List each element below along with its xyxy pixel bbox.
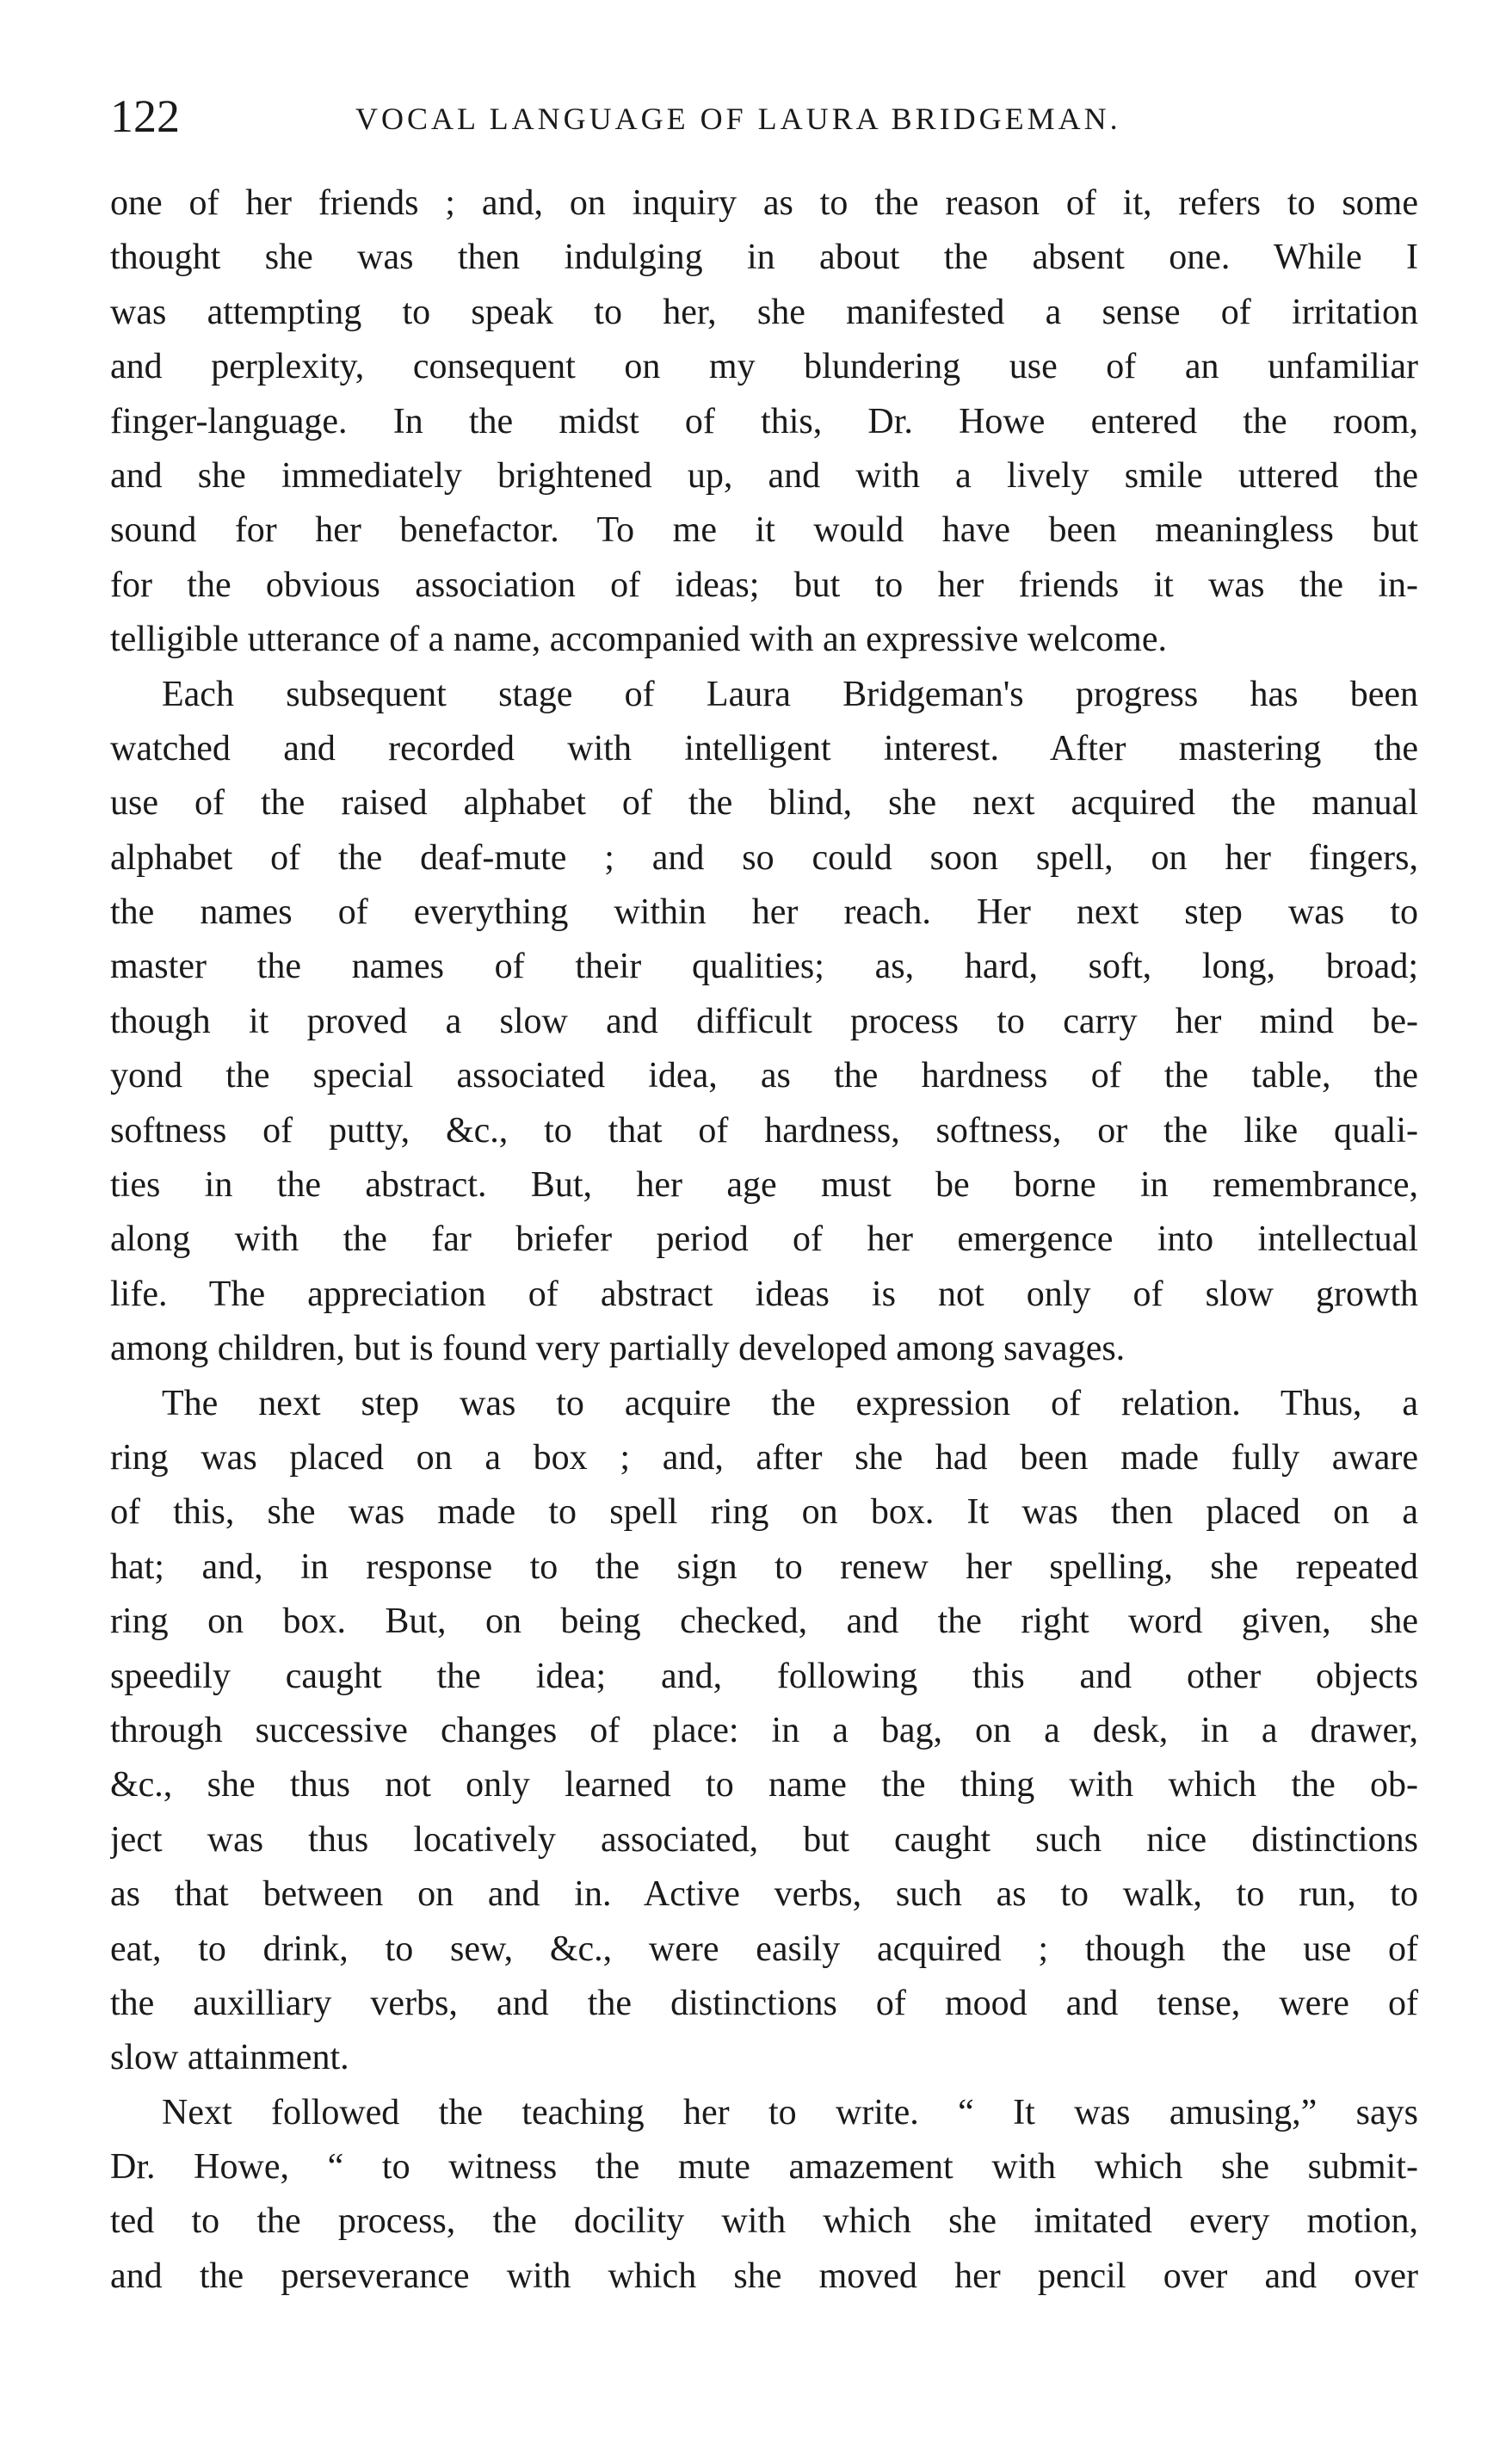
text-line: The next step was to acquire the expression of relation. Thus, a — [162, 1383, 1418, 1423]
text-line: ject was thus locatively associated, but caught such nice distinctions — [110, 1819, 1418, 1860]
text-line: speedily caught the idea; and, following this and other objects — [110, 1656, 1418, 1696]
body-text — [110, 176, 1418, 2304]
text-line: and she immediately brightened up, and with a lively smile uttered the — [110, 455, 1418, 496]
text-line: &c., she thus not only learned to name the thing with which the ob- — [110, 1765, 1418, 1805]
text-line: telligible utterance of a name, accompanied with an expressive welcome. — [110, 620, 1167, 660]
text-line: among children, but is found very partially developed among savages. — [110, 1329, 1126, 1369]
paragraph — [110, 176, 1418, 668]
text-line: the auxilliary verbs, and the distinctions of mood and tense, were of — [110, 1983, 1418, 2023]
paragraph — [110, 1377, 1418, 2086]
text-line: of this, she was made to spell ring on box. It was then placed on a — [110, 1492, 1418, 1533]
text-line: ted to the process, the docility with which she imitated every motion, — [110, 2201, 1418, 2242]
text-line: hat; and, in response to the sign to renew her spelling, she repeated — [110, 1546, 1418, 1587]
text-line: though it proved a slow and difficult process to carry her mind be- — [110, 1001, 1418, 1041]
text-line: ring on box. But, on being checked, and the right word given, she — [110, 1602, 1418, 1642]
text-line: thought she was then indulging in about the absent one. While I — [110, 238, 1418, 278]
text-line: ring was placed on a box ; and, after she had been made fully aware — [110, 1437, 1418, 1478]
paragraph — [110, 2086, 1418, 2305]
text-line: ties in the abstract. But, her age must be borne in remembrance, — [110, 1165, 1418, 1206]
text-line: along with the far briefer period of her emergence into intellectual — [110, 1219, 1418, 1260]
text-line: Dr. Howe, “ to witness the mute amazement with which she submit- — [110, 2147, 1418, 2188]
text-line: was attempting to speak to her, she manifested a sense of irritation — [110, 292, 1418, 332]
text-line: alphabet of the deaf-mute ; and so could soon spell, on her fingers, — [110, 837, 1418, 878]
text-line: for the obvious association of ideas; but to her friends it was the in- — [110, 565, 1418, 605]
text-line: through successive changes of place: in a bag, on a desk, in a drawer, — [110, 1710, 1418, 1750]
paragraph — [110, 668, 1418, 1377]
text-line: Next followed the teaching her to write. “ It was amusing,” says — [162, 2092, 1418, 2132]
text-line: eat, to drink, to sew, &c., were easily acquired ; though the use of — [110, 1929, 1418, 1969]
text-line: yond the special associated idea, as the hardness of the table, the — [110, 1056, 1418, 1096]
text-line: as that between on and in. Active verbs, such as to walk, to run, to — [110, 1874, 1418, 1915]
text-line: softness of putty, &c., to that of hardness, softness, or the like quali- — [110, 1110, 1418, 1151]
page-number: 122 — [110, 90, 180, 142]
running-head: VOCAL LANGUAGE OF LAURA BRIDGEMAN. — [355, 102, 1121, 136]
text-line: master the names of their qualities; as, hard, soft, long, broad; — [110, 947, 1418, 987]
page-header — [110, 86, 1418, 146]
text-line: Each subsequent stage of Laura Bridgeman's progress has been — [162, 674, 1418, 714]
text-line: slow attainment. — [110, 2038, 349, 2078]
text-line: and perplexity, consequent on my blundering use of an unfamiliar — [110, 347, 1418, 387]
text-line: use of the raised alphabet of the blind, she next acquired the manual — [110, 783, 1418, 824]
text-line: the names of everything within her reach. Her next step was to — [110, 892, 1418, 933]
text-line: sound for her benefactor. To me it would have been meaningless but — [110, 510, 1418, 551]
text-line: finger-language. In the midst of this, Dr. Howe entered the room, — [110, 401, 1418, 441]
text-line: and the perseverance with which she moved her pencil over and over — [110, 2256, 1418, 2296]
text-line: watched and recorded with intelligent interest. After mastering the — [110, 728, 1418, 768]
text-line: life. The appreciation of abstract ideas is not only of slow growth — [110, 1274, 1418, 1314]
text-line: one of her friends ; and, on inquiry as to the reason of it, refers to some — [110, 183, 1418, 223]
